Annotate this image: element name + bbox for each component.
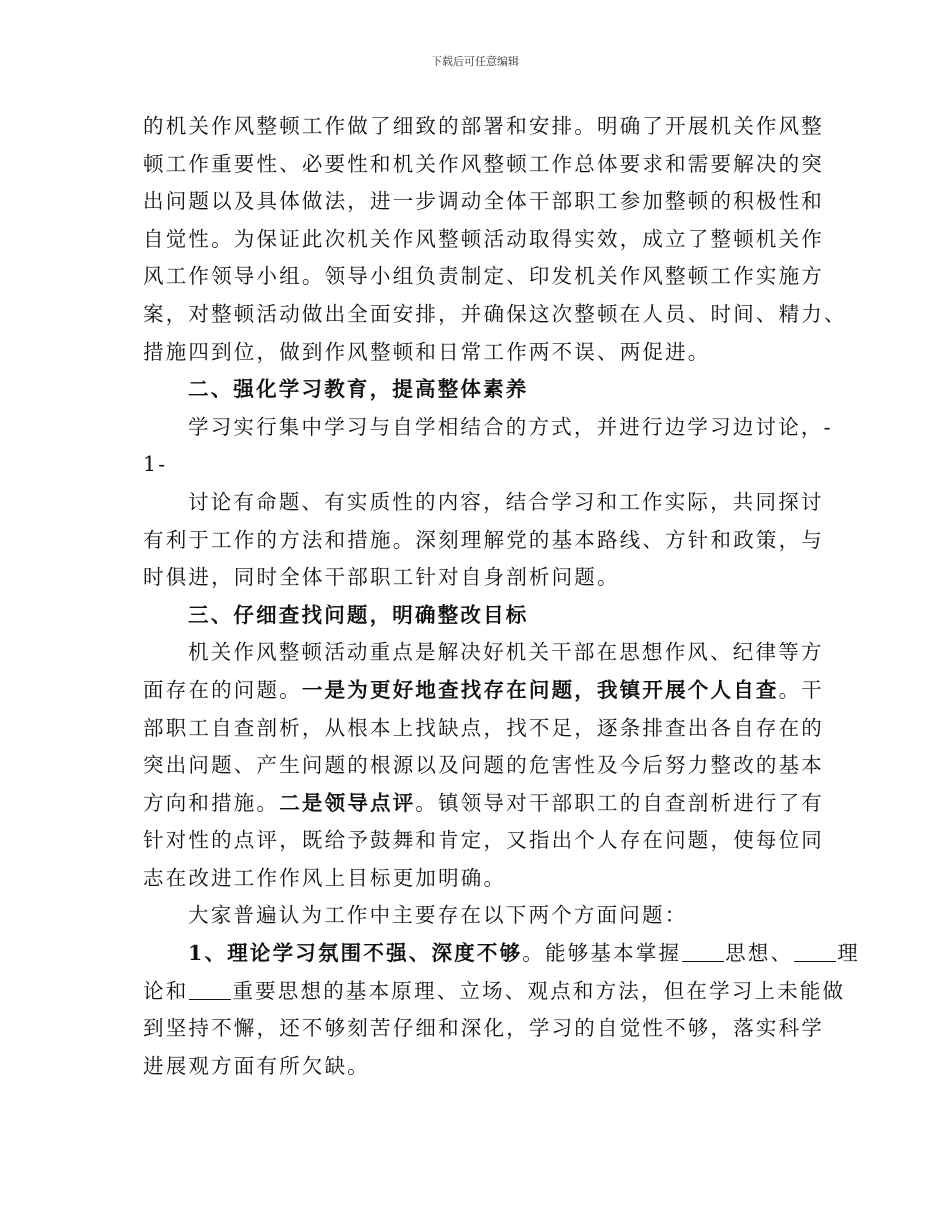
paragraph-line <box>143 935 860 973</box>
line-segment: 方向和措施。 <box>143 790 280 815</box>
line-segment: 。干 <box>778 677 825 702</box>
section-heading: 二、强化学习教育，提高整体素养 <box>188 377 529 402</box>
line-segment: 思想、 <box>725 941 794 966</box>
line-segment: 。能够基本掌握 <box>522 941 682 966</box>
paragraph-line: 突出问题、产生问题的根源以及问题的危害性及今后努力整改的基本 <box>143 753 824 778</box>
paragraph-line: 案，对整顿活动做出全面安排，并确保这次整顿在人员、时间、精力、 <box>143 301 847 326</box>
fill-blank <box>682 943 724 962</box>
bold-emphasis: 二是领导点评 <box>279 790 416 815</box>
bold-emphasis: 一是为更好地查找存在问题，我镇开展个人自查 <box>301 677 779 702</box>
paragraph-line: 措施四到位，做到作风整顿和日常工作两不误、两促进。 <box>143 339 711 364</box>
paragraph-line: 志在改进工作作风上目标更加明确。 <box>143 865 507 890</box>
paragraph-line: 针对性的点评，既给予鼓舞和肯定，又指出个人存在问题，使每位同 <box>143 828 824 853</box>
paragraph-line <box>143 785 823 823</box>
paragraph-line: 大家普遍认为工作中主要存在以下两个方面问题： <box>188 903 688 928</box>
paragraph-line: 部职工自查剖析，从根本上找缺点，找不足，逐条排查出各自存在的 <box>143 715 824 740</box>
paragraph-line: 风工作领导小组。领导小组负责制定、印发机关作风整顿工作实施方 <box>143 264 824 289</box>
paragraph-line <box>143 672 823 710</box>
document-body <box>143 108 860 1085</box>
bold-emphasis: 1、理论学习氛围不强、深度不够 <box>188 941 523 966</box>
paragraph-line: 到坚持不懈，还不够刻苦仔细和深化，学习的自觉性不够，落实科学 <box>143 1016 824 1041</box>
paragraph-line: 顿工作重要性、必要性和机关作风整顿工作总体要求和需要解决的突 <box>143 151 824 176</box>
line-segment: 理 <box>837 941 860 966</box>
paragraph-line: 的机关作风整顿工作做了细致的部署和安排。明确了开展机关作风整 <box>143 114 824 138</box>
line-segment: 重要思想的基本原理、立场、观点和方法，但在学习上未能做 <box>232 978 846 1003</box>
fill-blank <box>794 943 836 962</box>
paragraph-line: 讨论有命题、有实质性的内容，结合学习和工作实际，共同探讨 <box>188 489 824 514</box>
paragraph-line: 学习实行集中学习与自学相结合的方式，并进行边学习边讨论，- <box>188 414 833 439</box>
paragraph-line: 自觉性。为保证此次机关作风整顿活动取得实效，成立了整顿机关作 <box>143 226 824 251</box>
paragraph-line <box>143 973 846 1011</box>
page-header: 下载后可任意编辑 <box>431 55 519 68</box>
section-heading: 三、仔细查找问题，明确整改目标 <box>188 602 529 627</box>
paragraph-line: 时俱进，同时全体干部职工针对自身剖析问题。 <box>143 565 620 590</box>
line-segment: 面存在的问题。 <box>143 677 302 702</box>
fill-blank <box>189 981 231 1000</box>
line-segment: 。镇领导对干部职工的自查剖析进行了有 <box>415 790 825 815</box>
paragraph-line: 有利于工作的方法和措施。深刻理解党的基本路线、方针和政策，与 <box>143 527 824 552</box>
paragraph-line: 进展观方面有所欠缺。 <box>143 1053 370 1078</box>
paragraph-line: 机关作风整顿活动重点是解决好机关干部在思想作风、纪律等方 <box>188 640 824 665</box>
line-segment: 论和 <box>143 978 189 1003</box>
page-number-text: 1- <box>143 452 168 477</box>
paragraph-line: 出问题以及具体做法，进一步调动全体干部职工参加整顿的积极性和 <box>143 189 824 214</box>
